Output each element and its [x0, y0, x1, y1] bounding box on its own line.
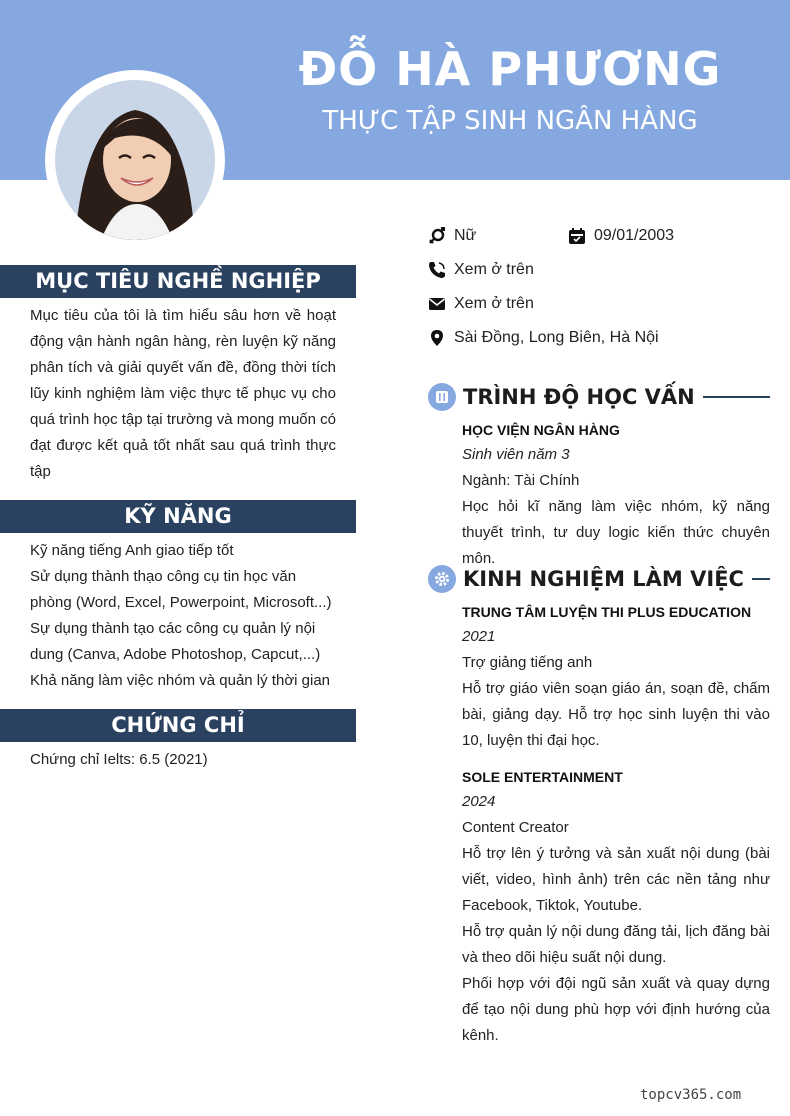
skill-item: Sự dụng thành tạo các công cụ quản lý nội dung (Canva, Adobe Photoshop, Capcut,...) — [30, 620, 321, 663]
job-detail: Hỗ trợ lên ý tưởng và sản xuất nội dung (bài viết, video, hình ảnh) trên các nền tảng như Facebook, Tiktok, Youtube. — [462, 845, 770, 914]
job-role: Trợ giảng tiếng anh — [462, 654, 593, 671]
experience-heading: KINH NGHIỆM LÀM VIỆC — [463, 567, 744, 591]
calendar-icon — [568, 227, 586, 245]
gender-icon — [428, 227, 446, 245]
address-value: Sài Đồng, Long Biên, Hà Nội — [454, 329, 659, 346]
job-year: 2024 — [462, 793, 496, 810]
job-org: SOLE ENTERTAINMENT — [462, 769, 623, 785]
education-heading: TRÌNH ĐỘ HỌC VẤN — [463, 385, 695, 409]
section-divider — [752, 578, 770, 580]
objective-heading: MỤC TIÊU NGHỀ NGHIỆP — [0, 265, 356, 298]
email-row — [428, 295, 534, 313]
job-title: THỰC TẬP SINH NGÂN HÀNG — [322, 106, 698, 136]
job-role: Content Creator — [462, 819, 569, 836]
certificates-heading: CHỨNG CHỈ — [0, 709, 356, 742]
section-divider — [703, 396, 770, 398]
job-detail: Hỗ trợ giáo viên soạn giáo án, soạn đề, chấm bài, giảng dạy. Hỗ trợ học sinh luyện thi vào 10, luyện thi đại học. — [462, 680, 770, 749]
education-status: Sinh viên năm 3 — [462, 446, 570, 463]
job-detail: Hỗ trợ quản lý nội dung đăng tải, lịch đăng bài và theo dõi hiệu suất nội dung. — [462, 923, 770, 966]
job-detail: Phối hợp với đội ngũ sản xuất và quay dựng để tạo nội dung phù hợp với định hướng của kênh. — [462, 975, 770, 1044]
gender-row — [428, 227, 476, 245]
email-icon — [428, 295, 446, 313]
skills-heading: KỸ NĂNG — [0, 500, 356, 533]
job-org: TRUNG TÂM LUYỆN THI PLUS EDUCATION — [462, 604, 752, 620]
book-icon — [428, 383, 456, 411]
job-year: 2021 — [462, 628, 496, 645]
experience-job-1 — [462, 600, 770, 754]
skill-item: Khả năng làm việc nhóm và quản lý thời gian — [30, 672, 331, 689]
dob-row — [568, 227, 674, 245]
gender-value: Nữ — [454, 227, 477, 244]
certificates-list — [30, 747, 336, 773]
email-value: Xem ở trên — [454, 295, 534, 312]
school-name: HỌC VIỆN NGÂN HÀNG — [462, 422, 620, 438]
gear-icon — [428, 565, 456, 593]
address-row — [428, 329, 659, 347]
education-section-header — [428, 382, 770, 412]
skill-item: Kỹ năng tiếng Anh giao tiếp tốt — [30, 542, 234, 559]
experience-job-2 — [462, 765, 770, 1049]
education-desc: Học hỏi kĩ năng làm việc nhóm, kỹ năng thuyết trình, tư duy logic kiến thức chuyên môn. — [462, 498, 770, 567]
phone-row — [428, 261, 534, 279]
candidate-name: ĐỖ HÀ PHƯƠNG — [298, 42, 722, 96]
skill-item: Sử dụng thành thạo công cụ tin học văn phòng (Word, Excel, Powerpoint, Microsoft...) — [30, 568, 332, 611]
dob-value: 09/01/2003 — [594, 227, 675, 244]
phone-icon — [428, 261, 446, 279]
avatar-frame — [45, 70, 225, 250]
phone-value: Xem ở trên — [454, 261, 534, 278]
experience-section-header — [428, 564, 770, 594]
footer-watermark: topcv365.com — [640, 1087, 742, 1103]
skills-list — [30, 538, 336, 694]
location-pin-icon — [428, 329, 446, 347]
avatar — [55, 80, 215, 240]
education-major: Ngành: Tài Chính — [462, 472, 580, 489]
certificate-item: Chứng chỉ Ielts: 6.5 (2021) — [30, 751, 208, 768]
education-block — [462, 418, 770, 572]
objective-text: Mục tiêu của tôi là tìm hiểu sâu hơn về hoạt động vận hành ngân hàng, rèn luyện kỹ năng phân tích và giải quyết vấn đề, đồng thời tích lũy kinh nghiệm làm việc thực tế phục vụ cho quá trình học tập tại trường và mong muốn có đạt được kết quả tốt nhất sau quá trình thực tập — [30, 307, 336, 480]
